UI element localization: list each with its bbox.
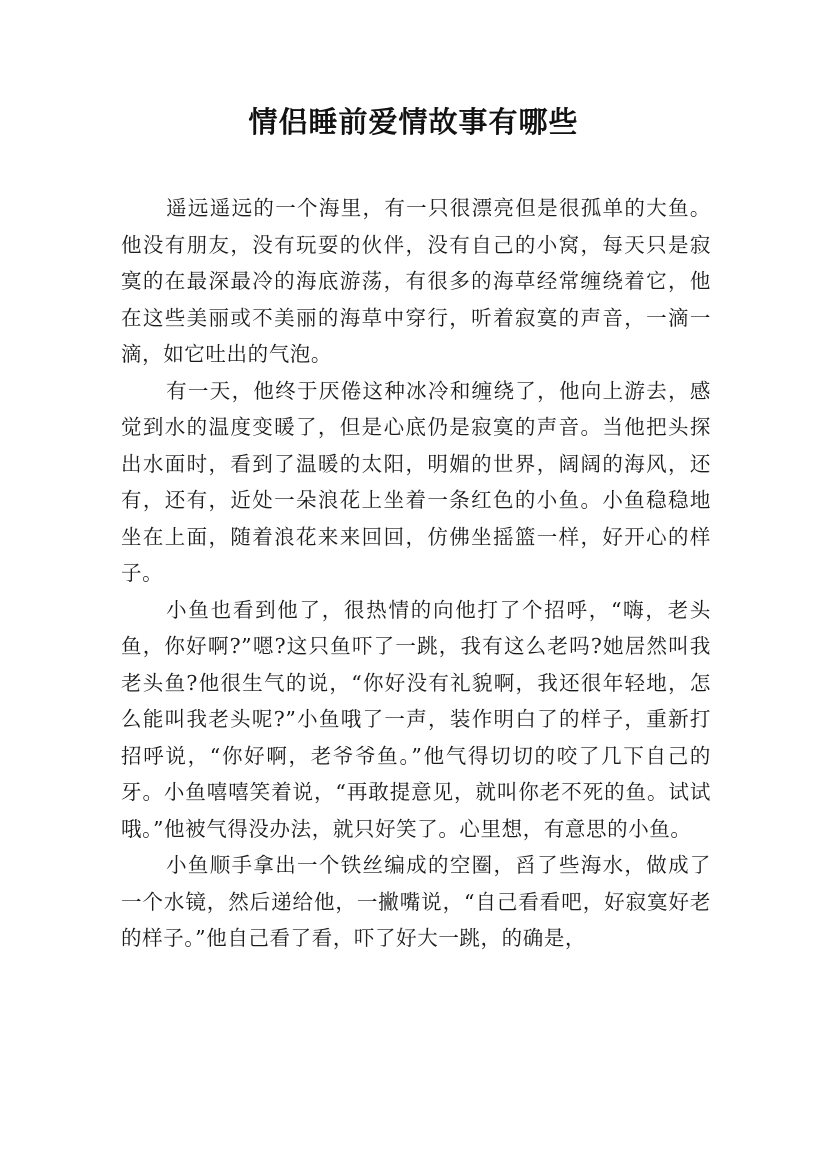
document-title: 情侣睡前爱情故事有哪些 [248, 105, 579, 139]
paragraph-2: 有一天，他终于厌倦这种冰冷和缠绕了，他向上游去，感觉到水的温度变暖了，但是心底仍是寂寞的声音。当他把头探出水面时，看到了温暖的太阳，明媚的世界，阔阔的海风，还有，还有，近处一朵浪花上坐着一条红色的小鱼。小鱼稳稳地坐在上面，随着浪花来来回回，仿佛坐摇篮一样，好开心的样子。 [121, 378, 711, 585]
document-body [121, 190, 711, 957]
paragraph-3: 小鱼也看到他了，很热情的向他打了个招呼，“嗨，老头鱼，你好啊?”嗯?这只鱼吓了一跳，我有这么老吗?她居然叫我老头鱼?他很生气的说，“你好没有礼貌啊，我还很年轻地，怎么能叫我老头呢?”小鱼哦了一声，装作明白了的样子，重新打招呼说，“你好啊，老爷爷鱼。”他气得切切的咬了几下自己的牙。小鱼嘻嘻笑着说，“再敢提意见，就叫你老不死的鱼。试试哦。”他被气得没办法，就只好笑了。心里想，有意思的小鱼。 [121, 597, 711, 841]
paragraph-4: 小鱼顺手拿出一个铁丝编成的空圈，舀了些海水，做成了一个水镜，然后递给他，一撇嘴说，“自己看看吧，好寂寞好老的样子。”他自己看了看，吓了好大一跳，的确是， [121, 853, 711, 950]
paragraph-1: 遥远遥远的一个海里，有一只很漂亮但是很孤单的大鱼。他没有朋友，没有玩耍的伙伴，没有自己的小窝，每天只是寂寞的在最深最冷的海底游荡，有很多的海草经常缠绕着它，他在这些美丽或不美丽的海草中穿行，听着寂寞的声音，一滴一滴，如它吐出的气泡。 [121, 196, 711, 366]
